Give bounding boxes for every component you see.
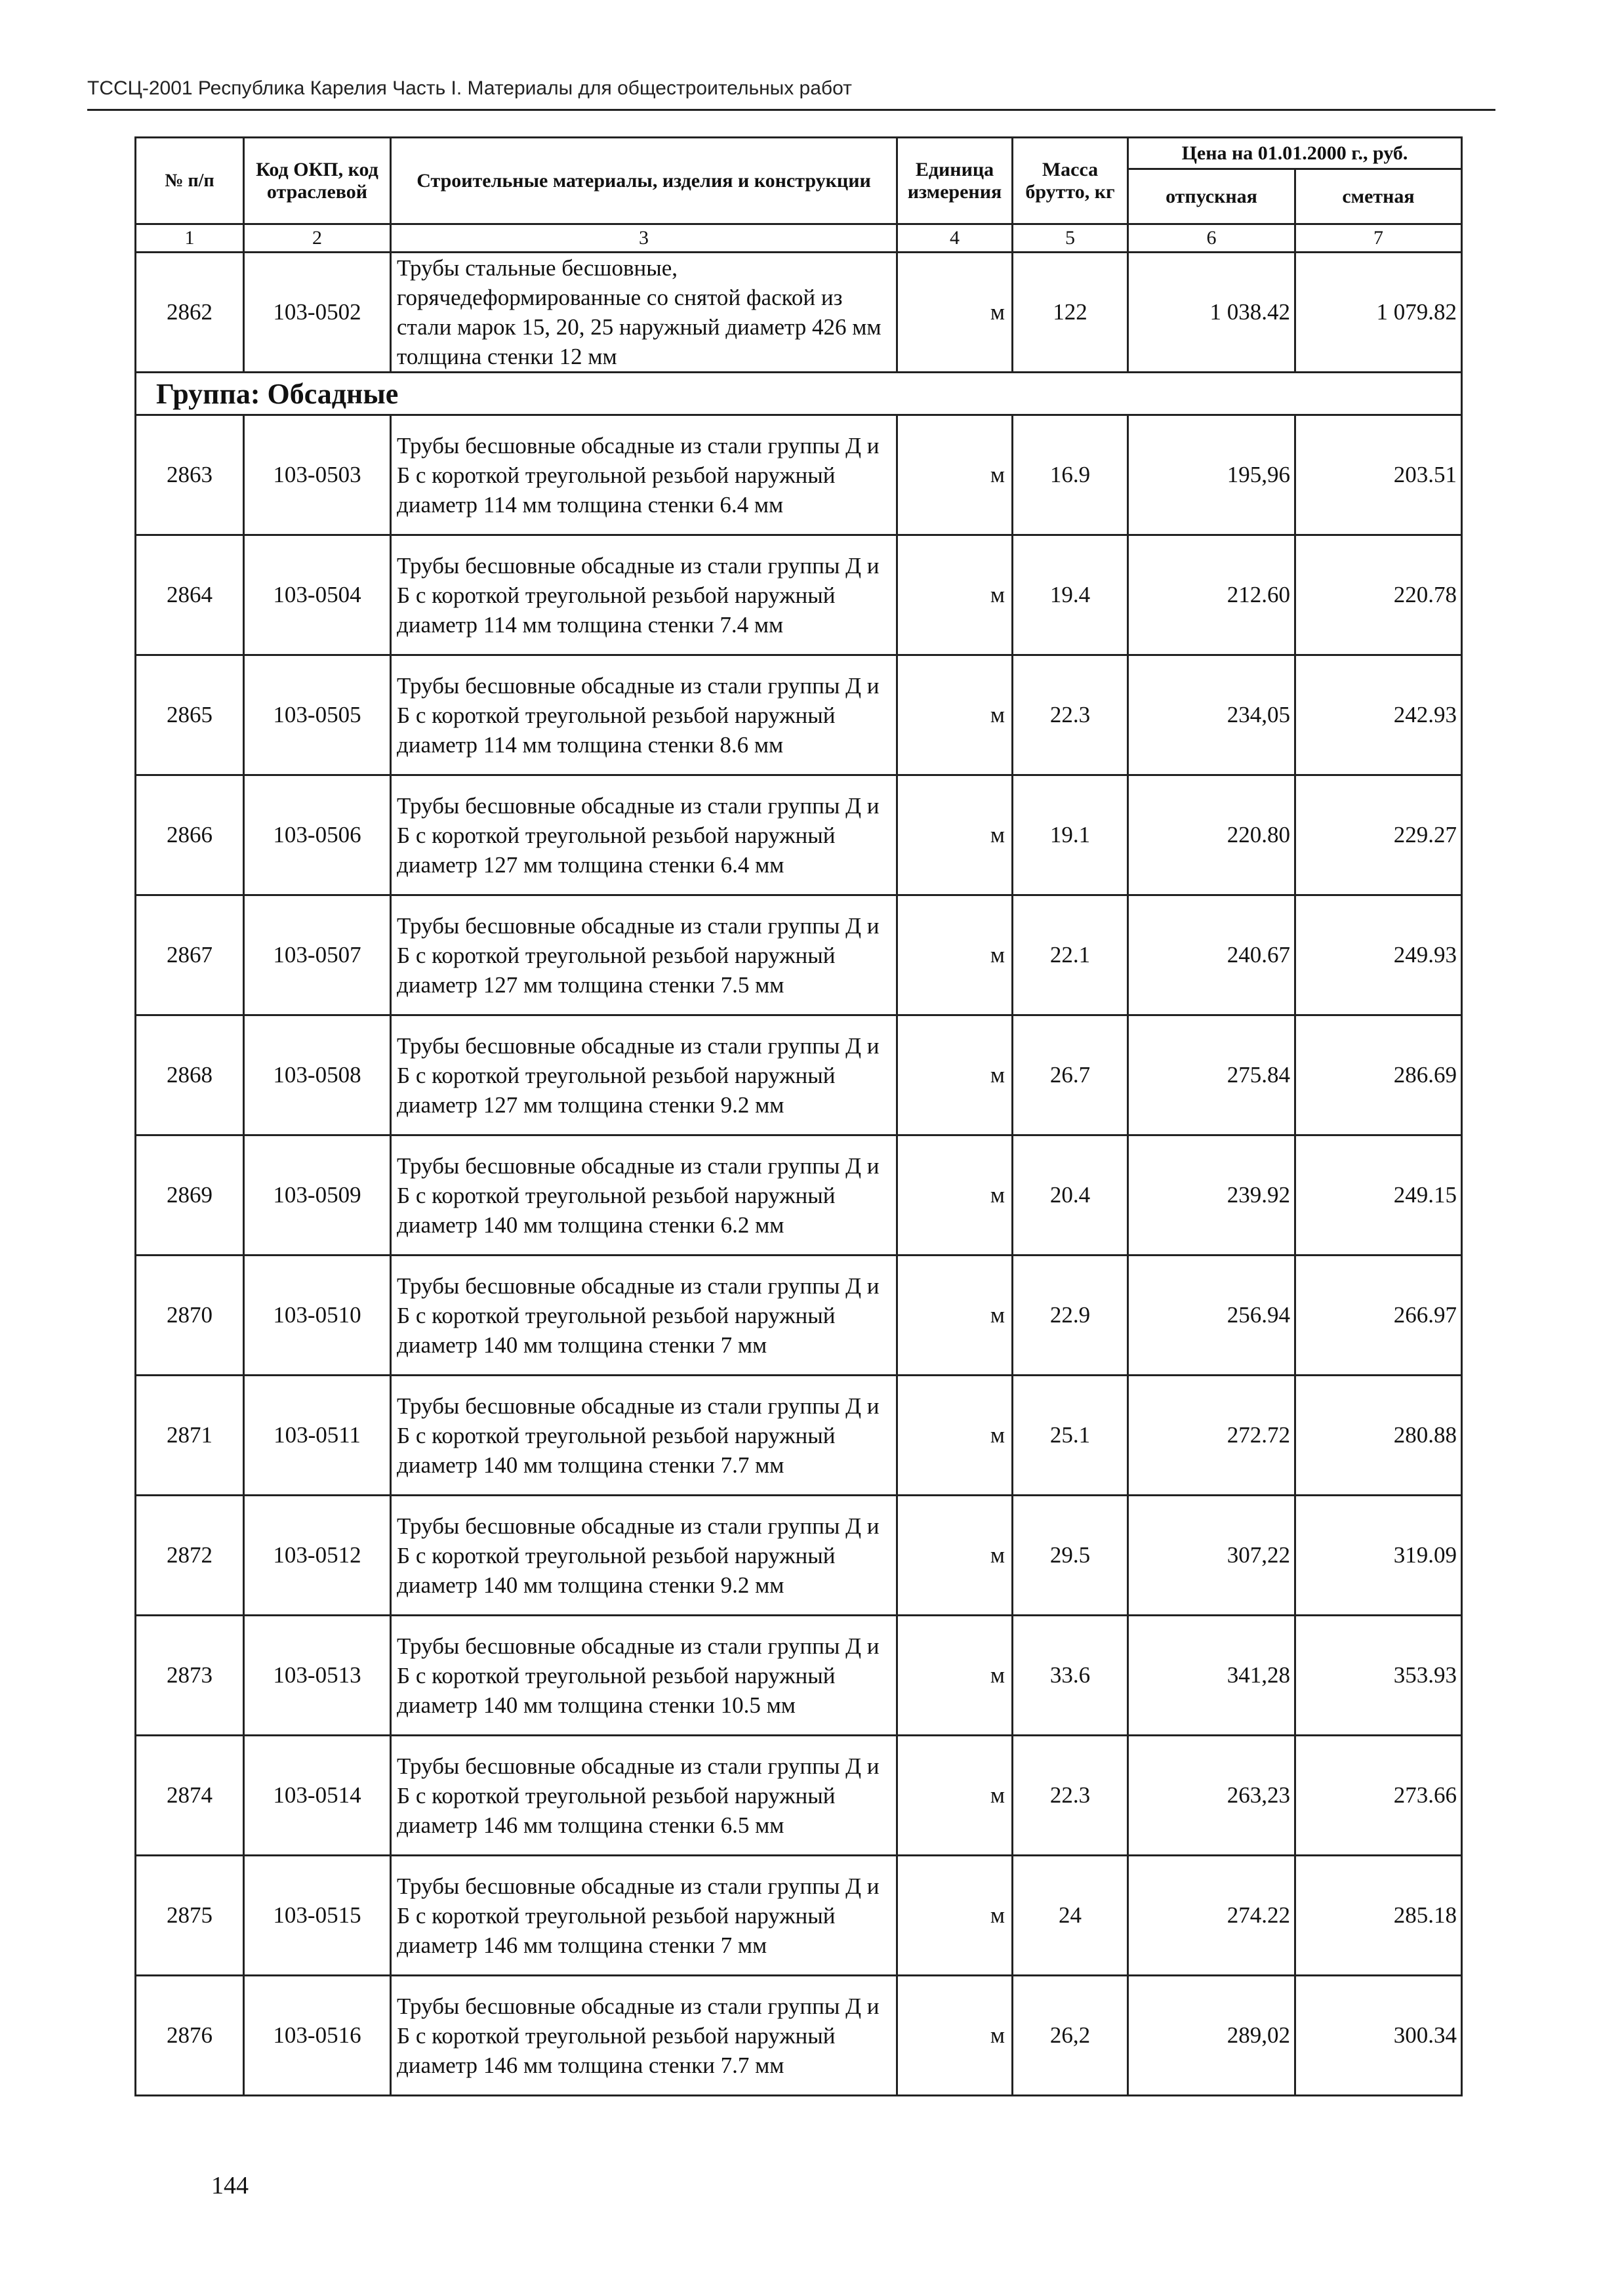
header-rule (87, 109, 1495, 111)
row-description: Трубы бесшовные обсадные из стали группы Д и Б с короткой треугольной резьбой наружный диаметр 146 мм толщина стенки 6.5 мм (391, 1736, 897, 1856)
row-price-estimate: 280.88 (1295, 1376, 1462, 1496)
row-mass: 16.9 (1013, 415, 1128, 535)
page-number: 144 (211, 2172, 249, 2199)
row-mass: 24 (1013, 1856, 1128, 1976)
row-price-release: 195,96 (1128, 415, 1295, 535)
row-code: 103-0510 (244, 1256, 391, 1376)
row-description: Трубы стальные бесшовные, горячедеформированные со снятой фаской из стали марок 15, 20, 25 наружный диаметр 426 мм толщина стенки 12 мм (391, 253, 897, 373)
row-mass: 20.4 (1013, 1135, 1128, 1256)
row-price-release: 275.84 (1128, 1015, 1295, 1135)
row-unit: м (897, 415, 1013, 535)
table-row (136, 1976, 1462, 2096)
row-description: Трубы бесшовные обсадные из стали группы Д и Б с короткой треугольной резьбой наружный диаметр 127 мм толщина стенки 7.5 мм (391, 895, 897, 1015)
row-code: 103-0515 (244, 1856, 391, 1976)
column-number: 3 (391, 224, 897, 253)
row-mass: 22.3 (1013, 1736, 1128, 1856)
column-number: 7 (1295, 224, 1462, 253)
table-row (136, 1496, 1462, 1616)
row-mass: 19.4 (1013, 535, 1128, 655)
row-code: 103-0511 (244, 1376, 391, 1496)
group-row (136, 373, 1462, 415)
row-number: 2875 (136, 1856, 244, 1976)
row-number: 2874 (136, 1736, 244, 1856)
row-number: 2872 (136, 1496, 244, 1616)
table-body (136, 253, 1462, 2096)
row-unit: м (897, 1496, 1013, 1616)
row-unit: м (897, 895, 1013, 1015)
col-header-name: Строительные материалы, изделия и конструкции (391, 138, 897, 224)
row-description: Трубы бесшовные обсадные из стали группы Д и Б с короткой треугольной резьбой наружный диаметр 146 мм толщина стенки 7 мм (391, 1856, 897, 1976)
row-number: 2876 (136, 1976, 244, 2096)
row-price-release: 263,23 (1128, 1736, 1295, 1856)
table-row (136, 1856, 1462, 1976)
row-code: 103-0516 (244, 1976, 391, 2096)
table-row (136, 1376, 1462, 1496)
row-description: Трубы бесшовные обсадные из стали группы Д и Б с короткой треугольной резьбой наружный диаметр 114 мм толщина стенки 6.4 мм (391, 415, 897, 535)
col-header-price-group: Цена на 01.01.2000 г., руб. (1128, 138, 1462, 169)
row-number: 2862 (136, 253, 244, 373)
column-number: 6 (1128, 224, 1295, 253)
table-row (136, 253, 1462, 373)
row-price-release: 272.72 (1128, 1376, 1295, 1496)
row-unit: м (897, 1856, 1013, 1976)
row-unit: м (897, 1616, 1013, 1736)
running-header: ТССЦ-2001 Республика Карелия Часть I. Материалы для общестроительных работ (87, 77, 852, 99)
row-unit: м (897, 1376, 1013, 1496)
column-number: 4 (897, 224, 1013, 253)
table-row (136, 535, 1462, 655)
row-code: 103-0514 (244, 1736, 391, 1856)
row-code: 103-0509 (244, 1135, 391, 1256)
row-price-estimate: 249.15 (1295, 1135, 1462, 1256)
group-title: Группа: Обсадные (136, 373, 1462, 415)
row-mass: 26,2 (1013, 1976, 1128, 2096)
row-code: 103-0512 (244, 1496, 391, 1616)
row-description: Трубы бесшовные обсадные из стали группы Д и Б с короткой треугольной резьбой наружный диаметр 140 мм толщина стенки 7 мм (391, 1256, 897, 1376)
row-number: 2869 (136, 1135, 244, 1256)
row-price-release: 307,22 (1128, 1496, 1295, 1616)
row-unit: м (897, 1976, 1013, 2096)
row-price-release: 1 038.42 (1128, 253, 1295, 373)
row-price-release: 234,05 (1128, 655, 1295, 775)
row-mass: 22.9 (1013, 1256, 1128, 1376)
row-description: Трубы бесшовные обсадные из стали группы Д и Б с короткой треугольной резьбой наружный диаметр 140 мм толщина стенки 9.2 мм (391, 1496, 897, 1616)
row-price-estimate: 242.93 (1295, 655, 1462, 775)
row-unit: м (897, 1135, 1013, 1256)
row-price-release: 289,02 (1128, 1976, 1295, 2096)
row-description: Трубы бесшовные обсадные из стали группы Д и Б с короткой треугольной резьбой наружный диаметр 114 мм толщина стенки 8.6 мм (391, 655, 897, 775)
row-number: 2866 (136, 775, 244, 895)
row-code: 103-0504 (244, 535, 391, 655)
row-price-estimate: 300.34 (1295, 1976, 1462, 2096)
row-price-estimate: 285.18 (1295, 1856, 1462, 1976)
row-description: Трубы бесшовные обсадные из стали группы Д и Б с короткой треугольной резьбой наружный диаметр 140 мм толщина стенки 10.5 мм (391, 1616, 897, 1736)
row-code: 103-0505 (244, 655, 391, 775)
row-mass: 19.1 (1013, 775, 1128, 895)
row-unit: м (897, 1256, 1013, 1376)
row-price-release: 220.80 (1128, 775, 1295, 895)
row-mass: 33.6 (1013, 1616, 1128, 1736)
table-row (136, 1616, 1462, 1736)
table-row (136, 1015, 1462, 1135)
row-price-release: 240.67 (1128, 895, 1295, 1015)
row-unit: м (897, 253, 1013, 373)
table-row (136, 1135, 1462, 1256)
col-header-price-estimate: сметная (1295, 169, 1462, 224)
row-price-release: 212.60 (1128, 535, 1295, 655)
table-row (136, 1736, 1462, 1856)
row-number: 2871 (136, 1376, 244, 1496)
row-price-estimate: 249.93 (1295, 895, 1462, 1015)
row-number: 2863 (136, 415, 244, 535)
row-description: Трубы бесшовные обсадные из стали группы Д и Б с короткой треугольной резьбой наружный диаметр 114 мм толщина стенки 7.4 мм (391, 535, 897, 655)
row-mass: 29.5 (1013, 1496, 1128, 1616)
row-description: Трубы бесшовные обсадные из стали группы Д и Б с короткой треугольной резьбой наружный диаметр 146 мм толщина стенки 7.7 мм (391, 1976, 897, 2096)
row-unit: м (897, 1015, 1013, 1135)
row-description: Трубы бесшовные обсадные из стали группы Д и Б с короткой треугольной резьбой наружный диаметр 140 мм толщина стенки 6.2 мм (391, 1135, 897, 1256)
row-price-estimate: 229.27 (1295, 775, 1462, 895)
row-code: 103-0513 (244, 1616, 391, 1736)
table-row (136, 655, 1462, 775)
row-number: 2870 (136, 1256, 244, 1376)
row-mass: 22.3 (1013, 655, 1128, 775)
col-header-unit: Единица измерения (897, 138, 1013, 224)
row-code: 103-0508 (244, 1015, 391, 1135)
row-mass: 25.1 (1013, 1376, 1128, 1496)
row-number: 2868 (136, 1015, 244, 1135)
row-mass: 122 (1013, 253, 1128, 373)
row-price-estimate: 220.78 (1295, 535, 1462, 655)
col-header-code: Код ОКП, код отраслевой (244, 138, 391, 224)
row-code: 103-0507 (244, 895, 391, 1015)
table-row (136, 415, 1462, 535)
row-unit: м (897, 775, 1013, 895)
column-number: 2 (244, 224, 391, 253)
price-table (134, 136, 1463, 2096)
row-price-estimate: 266.97 (1295, 1256, 1462, 1376)
row-code: 103-0502 (244, 253, 391, 373)
row-mass: 26.7 (1013, 1015, 1128, 1135)
row-unit: м (897, 535, 1013, 655)
row-number: 2864 (136, 535, 244, 655)
row-price-release: 256.94 (1128, 1256, 1295, 1376)
row-code: 103-0506 (244, 775, 391, 895)
row-price-estimate: 353.93 (1295, 1616, 1462, 1736)
col-header-price-release: отпускная (1128, 169, 1295, 224)
row-number: 2865 (136, 655, 244, 775)
row-price-release: 274.22 (1128, 1856, 1295, 1976)
row-price-estimate: 286.69 (1295, 1015, 1462, 1135)
row-price-release: 341,28 (1128, 1616, 1295, 1736)
row-description: Трубы бесшовные обсадные из стали группы Д и Б с короткой треугольной резьбой наружный диаметр 127 мм толщина стенки 6.4 мм (391, 775, 897, 895)
col-header-num: № п/п (136, 138, 244, 224)
row-mass: 22.1 (1013, 895, 1128, 1015)
row-number: 2867 (136, 895, 244, 1015)
table-row (136, 1256, 1462, 1376)
row-description: Трубы бесшовные обсадные из стали группы Д и Б с короткой треугольной резьбой наружный диаметр 140 мм толщина стенки 7.7 мм (391, 1376, 897, 1496)
row-number: 2873 (136, 1616, 244, 1736)
row-price-estimate: 203.51 (1295, 415, 1462, 535)
column-number: 5 (1013, 224, 1128, 253)
row-unit: м (897, 655, 1013, 775)
column-number-row (136, 224, 1462, 253)
row-unit: м (897, 1736, 1013, 1856)
row-price-estimate: 273.66 (1295, 1736, 1462, 1856)
row-description: Трубы бесшовные обсадные из стали группы Д и Б с короткой треугольной резьбой наружный диаметр 127 мм толщина стенки 9.2 мм (391, 1015, 897, 1135)
row-price-estimate: 1 079.82 (1295, 253, 1462, 373)
table-row (136, 895, 1462, 1015)
column-number: 1 (136, 224, 244, 253)
row-price-estimate: 319.09 (1295, 1496, 1462, 1616)
table-row (136, 775, 1462, 895)
row-price-release: 239.92 (1128, 1135, 1295, 1256)
row-code: 103-0503 (244, 415, 391, 535)
col-header-mass: Масса брутто, кг (1013, 138, 1128, 224)
